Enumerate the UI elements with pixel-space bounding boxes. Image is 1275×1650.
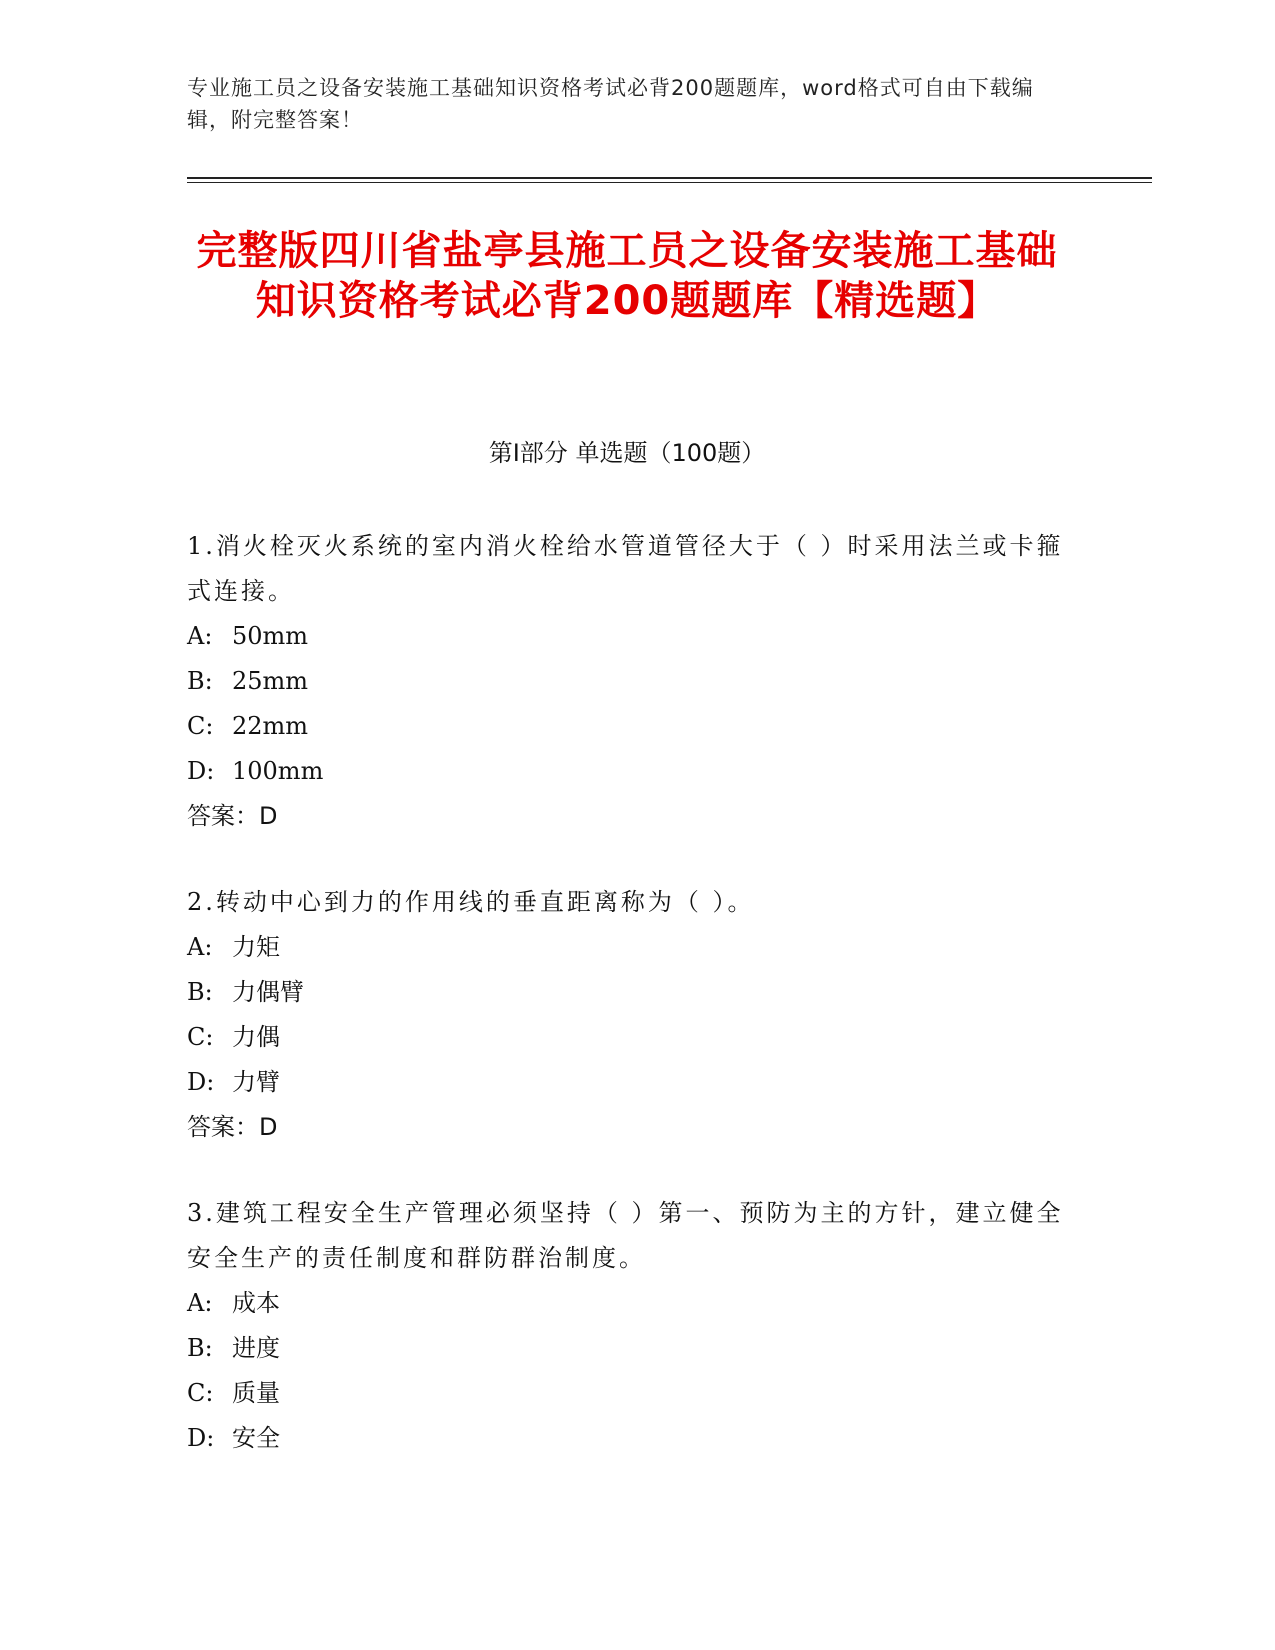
option-key: A:	[187, 622, 213, 650]
option-text: 进度	[232, 1334, 280, 1362]
question-item	[187, 880, 1077, 1150]
option-key: D:	[187, 1424, 215, 1452]
option-text: 100mm	[232, 757, 324, 785]
question-stem: 3.建筑工程安全生产管理必须坚持（ ）第一、预防为主的方针，建立健全安全生产的责任制度和群防群治制度。	[187, 1199, 1064, 1272]
question-item	[187, 524, 1077, 839]
option-a	[187, 1281, 1077, 1326]
option-c	[187, 1371, 1077, 1416]
option-b	[187, 659, 1077, 704]
option-c	[187, 1015, 1077, 1060]
document-header: 专业施工员之设备安装施工基础知识资格考试必背200题题库，word格式可自由下载编辑，附完整答案！	[187, 76, 1034, 132]
option-key: D:	[187, 1068, 215, 1096]
option-key: A:	[187, 1289, 213, 1317]
option-text: 质量	[232, 1379, 280, 1407]
header-divider-thin	[187, 182, 1152, 183]
option-key: D:	[187, 757, 215, 785]
question-stem: 2.转动中心到力的作用线的垂直距离称为（ ）。	[187, 888, 755, 916]
option-d	[187, 1416, 1077, 1461]
option-text: 力偶臂	[232, 978, 304, 1006]
option-a	[187, 614, 1077, 659]
question-list	[187, 524, 1077, 1502]
question-stem: 1.消火栓灭火系统的室内消火栓给水管道管径大于（ ）时采用法兰或卡箍式连接。	[187, 532, 1064, 605]
answer-line: 答案：D	[187, 1113, 278, 1141]
option-text: 22mm	[232, 712, 309, 740]
option-key: B:	[187, 667, 213, 695]
option-b	[187, 970, 1077, 1015]
option-key: C:	[187, 1023, 214, 1051]
header-divider-thick	[187, 177, 1152, 179]
document-title: 完整版四川省盐亭县施工员之设备安装施工基础知识资格考试必背200题题库【精选题】	[196, 228, 1058, 324]
section-heading: 第I部分 单选题（100题）	[488, 439, 766, 467]
option-d	[187, 1060, 1077, 1105]
option-text: 50mm	[232, 622, 309, 650]
option-c	[187, 704, 1077, 749]
option-b	[187, 1326, 1077, 1371]
question-item	[187, 1191, 1077, 1461]
option-text: 力臂	[232, 1068, 280, 1096]
option-text: 力矩	[232, 933, 280, 961]
option-text: 力偶	[232, 1023, 280, 1051]
option-key: B:	[187, 1334, 213, 1362]
option-key: B:	[187, 978, 213, 1006]
option-text: 成本	[232, 1289, 280, 1317]
answer-line: 答案：D	[187, 802, 278, 830]
option-key: A:	[187, 933, 213, 961]
option-d	[187, 749, 1077, 794]
option-key: C:	[187, 1379, 214, 1407]
option-text: 25mm	[232, 667, 309, 695]
option-a	[187, 925, 1077, 970]
option-key: C:	[187, 712, 214, 740]
option-text: 安全	[232, 1424, 280, 1452]
